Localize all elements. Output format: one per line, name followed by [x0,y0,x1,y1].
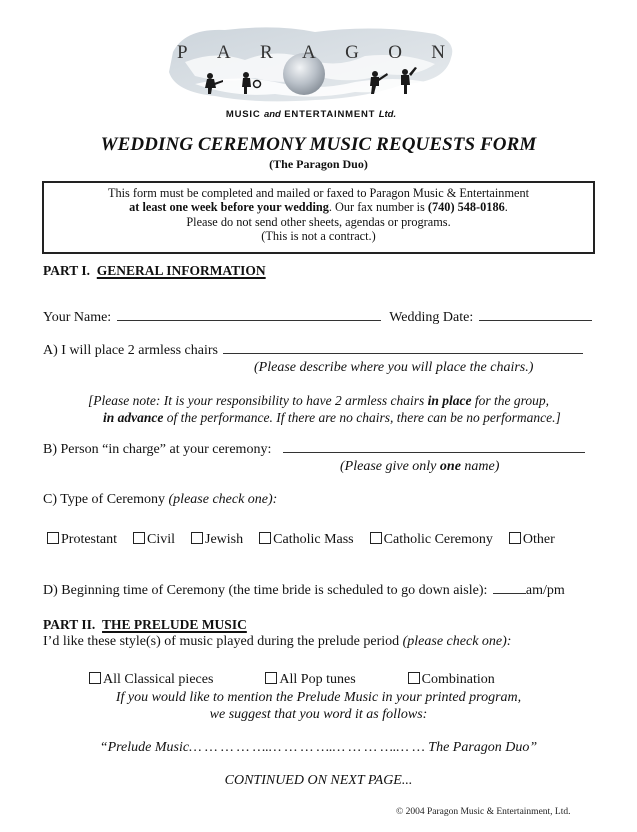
ceremony-option-other[interactable] [509,531,555,548]
ceremony-option-civil[interactable] [133,531,175,548]
your-name-field[interactable] [117,319,381,321]
form-title: WEDDING CEREMONY MUSIC REQUESTS FORM [100,134,537,155]
continued-notice: CONTINUED ON NEXT PAGE... [224,773,413,788]
program-example: “Prelude Music… … … … ….… … … ….… … … ….… … The Paragon Duo” [99,740,538,755]
hint-text: name) [460,459,500,474]
checkbox[interactable] [265,672,277,684]
hint-emphasis: one [439,459,461,474]
option-label: Protestant [61,532,117,547]
ceremony-option-jewish[interactable] [191,531,243,548]
program-suggestion-line: we suggest that you word it as follows: [209,707,428,722]
chairs-label: A) I will place 2 armless chairs [43,343,218,358]
checkbox[interactable] [47,532,59,544]
part-title: THE PRELUDE MUSIC [102,617,247,632]
tagline-part: MUSIC [225,109,264,120]
hint-text: (Please give only [340,459,440,474]
prelude-option-classical[interactable] [89,671,213,688]
checkbox[interactable] [259,532,271,544]
form-subtitle: (The Paragon Duo) [269,157,368,171]
logo-sky-graphic [165,22,457,108]
ceremony-time-label: D) Beginning time of Ceremony (the time bride is scheduled to go down aisle): [43,583,488,598]
tagline-part: and [263,109,281,120]
note-text: of the performance. If there are no chairs, there can be no performance.] [163,410,561,425]
logo-letter: N [431,42,445,63]
wedding-date-field[interactable] [479,319,592,321]
option-label: Other [522,532,555,547]
chairs-hint: (Please describe where you will place the chairs.) [254,360,534,375]
prelude-intro [43,634,511,650]
logo-letter: A [302,42,316,63]
checkbox[interactable] [370,532,382,544]
checkbox[interactable] [191,532,203,544]
checkbox[interactable] [89,672,101,684]
ceremony-type-label: C) Type of Ceremony [43,492,169,507]
ceremony-option-protestant[interactable] [47,531,117,548]
notice-box [42,181,595,254]
paragon-logo [165,22,457,126]
ceremony-option-catholic-mass[interactable] [259,531,354,548]
person-in-charge-row [43,442,585,458]
your-name-label: Your Name: [43,310,112,325]
program-suggestion [0,689,637,723]
ceremony-type-options [47,531,555,548]
chairs-row [43,343,583,359]
prelude-intro-text: I’d like these style(s) of music played during the prelude period [43,634,403,649]
logo-wordmark [165,42,457,64]
ceremony-time-row [43,583,565,599]
ceremony-option-catholic-ceremony[interactable] [370,531,493,548]
notice-deadline: at least one week before your wedding [129,200,329,215]
copyright: © 2004 Paragon Music & Entertainment, Ltd. [396,807,571,817]
notice-line: This form must be completed and mailed or faxed to Paragon Music & Entertainment [107,186,530,200]
option-label: Catholic Ceremony [383,532,493,547]
logo-letter: A [216,42,231,63]
note-emphasis: in advance [103,410,164,425]
logo-letter: P [177,42,188,63]
fax-number: (740) 548-0186 [427,200,505,215]
option-label: All Pop tunes [279,672,356,687]
prelude-style-options [89,671,495,688]
chairs-location-field[interactable] [223,352,583,354]
ceremony-type-label-row [43,492,277,508]
part-title: GENERAL INFORMATION [96,263,266,278]
ceremony-type-hint: (please check one): [168,492,278,507]
logo-letter: G [345,42,359,63]
part2-heading [43,617,247,633]
prelude-intro-hint: (please check one): [402,634,512,649]
option-label: Combination [421,672,495,687]
note-line [88,409,561,426]
option-label: All Classical pieces [103,672,214,687]
note-text: [Please note: It is your responsibility to have 2 armless chairs [88,393,428,408]
tagline-part: Ltd. [378,109,397,120]
program-suggestion-line: If you would like to mention the Prelude Music in your printed program, [115,690,522,705]
prelude-option-pop[interactable] [265,671,355,688]
option-label: Catholic Mass [273,532,354,547]
person-in-charge-field[interactable] [283,451,585,453]
your-name-row [43,310,592,326]
logo-letter: O [388,42,402,63]
notice-text: . Our fax number is [328,200,428,215]
notice-line [44,200,593,214]
person-in-charge-label: B) Person “in charge” at your ceremony: [43,442,272,457]
logo-tagline [165,109,457,120]
part-label: PART I. [43,263,91,278]
option-label: Jewish [205,532,244,547]
logo-letter: R [260,42,273,63]
notice-line: Please do not send other sheets, agendas or programs. [186,214,451,229]
notice-line: (This is not a contract.) [261,229,376,244]
note-text: for the group, [471,393,549,408]
chairs-note [88,392,561,426]
ceremony-time-suffix: am/pm [525,583,565,598]
note-emphasis: in place [427,393,472,408]
tagline-part: ENTERTAINMENT [280,109,379,120]
prelude-option-combination[interactable] [408,671,495,688]
person-in-charge-hint [340,459,499,475]
option-label: Civil [147,532,176,547]
notice-text: . [504,200,508,215]
checkbox[interactable] [133,532,145,544]
ceremony-time-field[interactable] [493,592,526,594]
checkbox[interactable] [509,532,521,544]
part-label: PART II. [43,617,96,632]
checkbox[interactable] [408,672,420,684]
note-line [88,392,561,409]
part1-heading [43,263,266,279]
wedding-date-label: Wedding Date: [389,310,474,325]
